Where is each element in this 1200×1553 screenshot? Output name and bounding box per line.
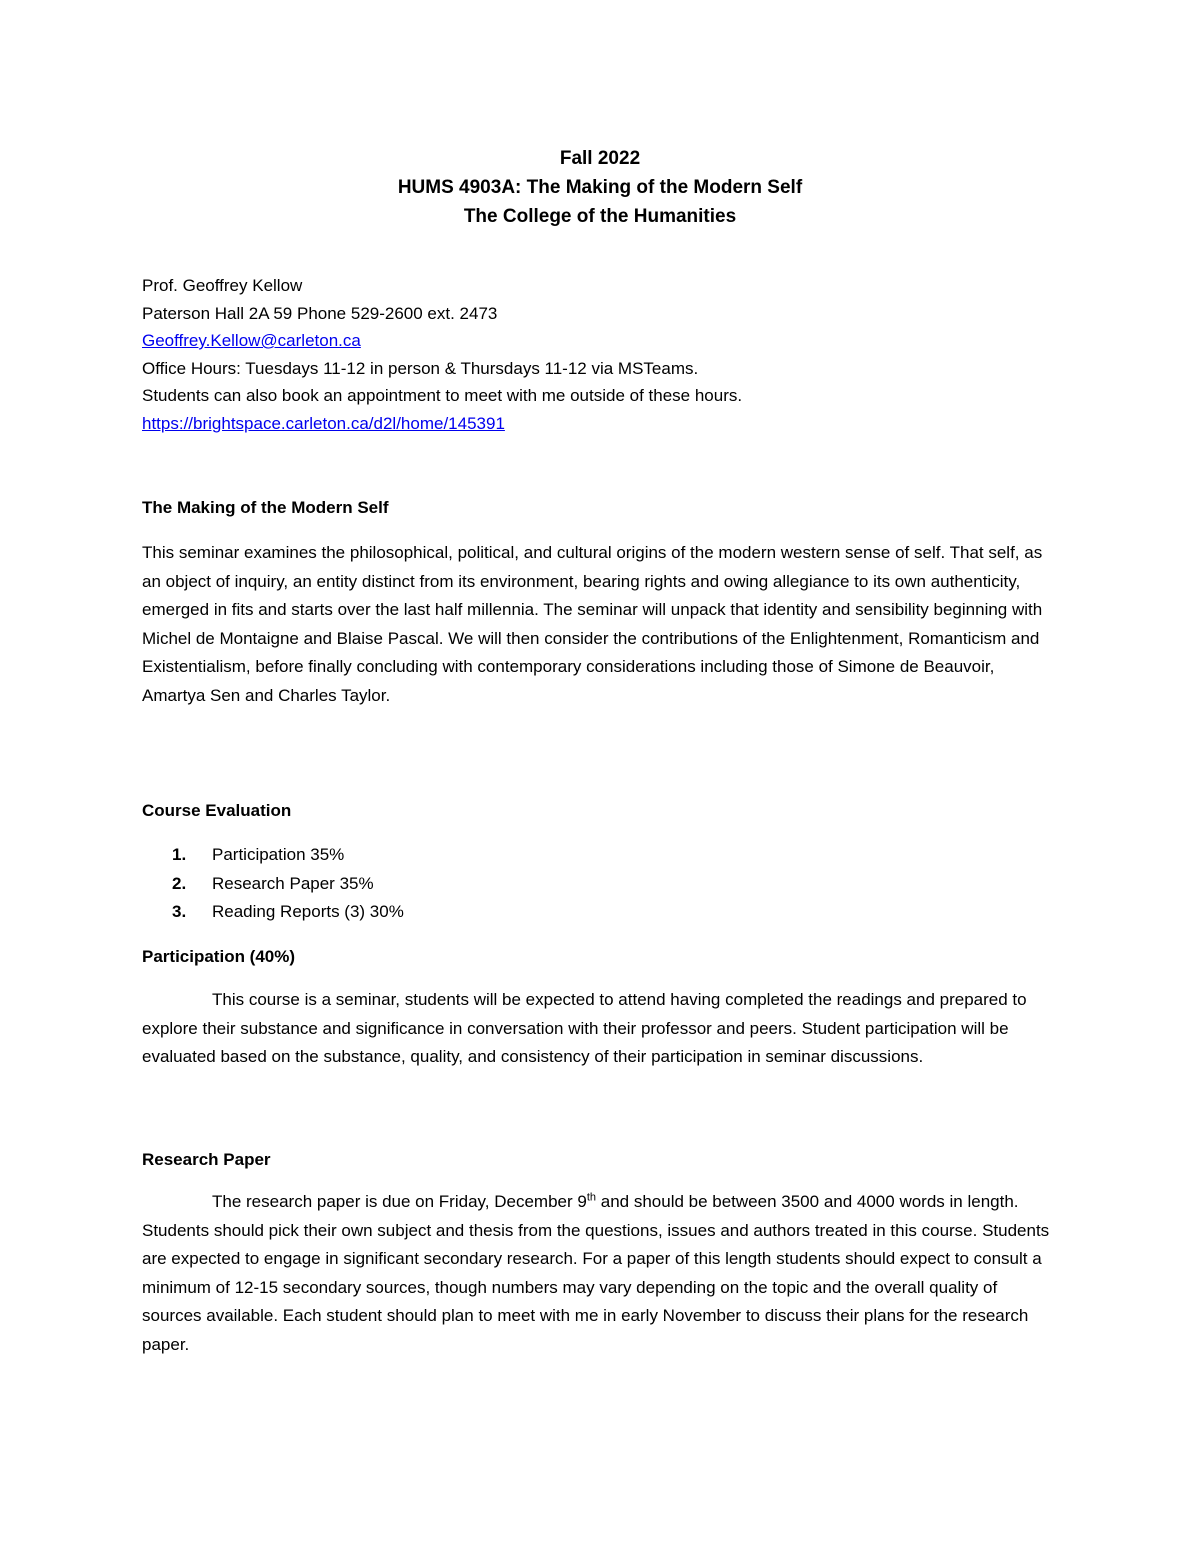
research-text-a: The research paper is due on Friday, December 9 [212,1192,587,1211]
participation-heading: Participation (40%) [142,947,296,966]
office-hours: Office Hours: Tuesdays 11-12 in person & Thursdays 11-12 via MSTeams. [142,358,699,378]
list-item [142,870,404,899]
research-heading: Research Paper [142,1150,271,1169]
list-number: 3. [172,902,187,921]
professor-name: Prof. Geoffrey Kellow [142,276,303,295]
list-item [142,841,404,870]
brightspace-link[interactable]: https://brightspace.carleton.ca/d2l/home/145391 [142,413,505,433]
title-block [0,144,1200,231]
appointment-note: Students can also book an appointment to meet with me outside of these hours. [142,386,743,405]
overview-heading: The Making of the Modern Self [142,498,389,517]
list-label: Reading Reports (3) 30% [212,902,404,921]
contact-block [142,272,1062,437]
list-number: 1. [172,845,187,864]
list-number: 2. [172,873,187,893]
list-label: Participation 35% [212,845,345,864]
list-item [142,898,404,927]
research-text-b: and should be between 3500 and 4000 words in length. Students should pick their own subject and thesis from the questions, issues and authors treated in this course. Students are expected to engage in significant secondary research. For a paper of this length students should expect to consult a minimum of 12-15 secondary sources, though numbers may vary depending on the topic and the overall quality of sources available. Each student should plan to meet with me in early November to discuss their plans for the research paper. [142,1192,1050,1354]
evaluation-heading: Course Evaluation [142,801,292,820]
office-location: Paterson Hall 2A 59 Phone 529-2600 ext. 2473 [142,303,498,323]
research-superscript: th [586,1191,597,1204]
term-title: Fall 2022 [559,148,641,169]
overview-paragraph: This seminar examines the philosophical, political, and cultural origins of the modern western sense of self. That self, as an object of inquiry, an entity distinct from its environment, bearing rights and owing allegiance to its own authenticity, emerged in fits and starts over the last half millennia. The seminar will unpack that identity and sensibility beginning with Michel de Montaigne and Blaise Pascal. We will then consider the contributions of the Enlightenment, Romanticism and Existentialism, before finally concluding with contemporary considerations including those of Simone de Beauvoir, Amartya Sen and Charles Taylor. [142,543,1043,705]
college-title: The College of the Humanities [463,206,737,227]
email-link[interactable]: Geoffrey.Kellow@carleton.ca [142,331,361,350]
list-label: Research Paper 35% [212,873,374,893]
participation-paragraph [142,986,1060,1072]
participation-text: This course is a seminar, students will be expected to attend having completed the readings and prepared to explore their substance and significance in conversation with their professor and peers. Student participation will be evaluated based on the substance, quality, and consistency of their participation in seminar discussions. [142,990,1027,1066]
course-title: HUMS 4903A: The Making of the Modern Self [397,177,803,198]
research-paragraph [142,1188,1060,1359]
evaluation-list [142,841,404,927]
